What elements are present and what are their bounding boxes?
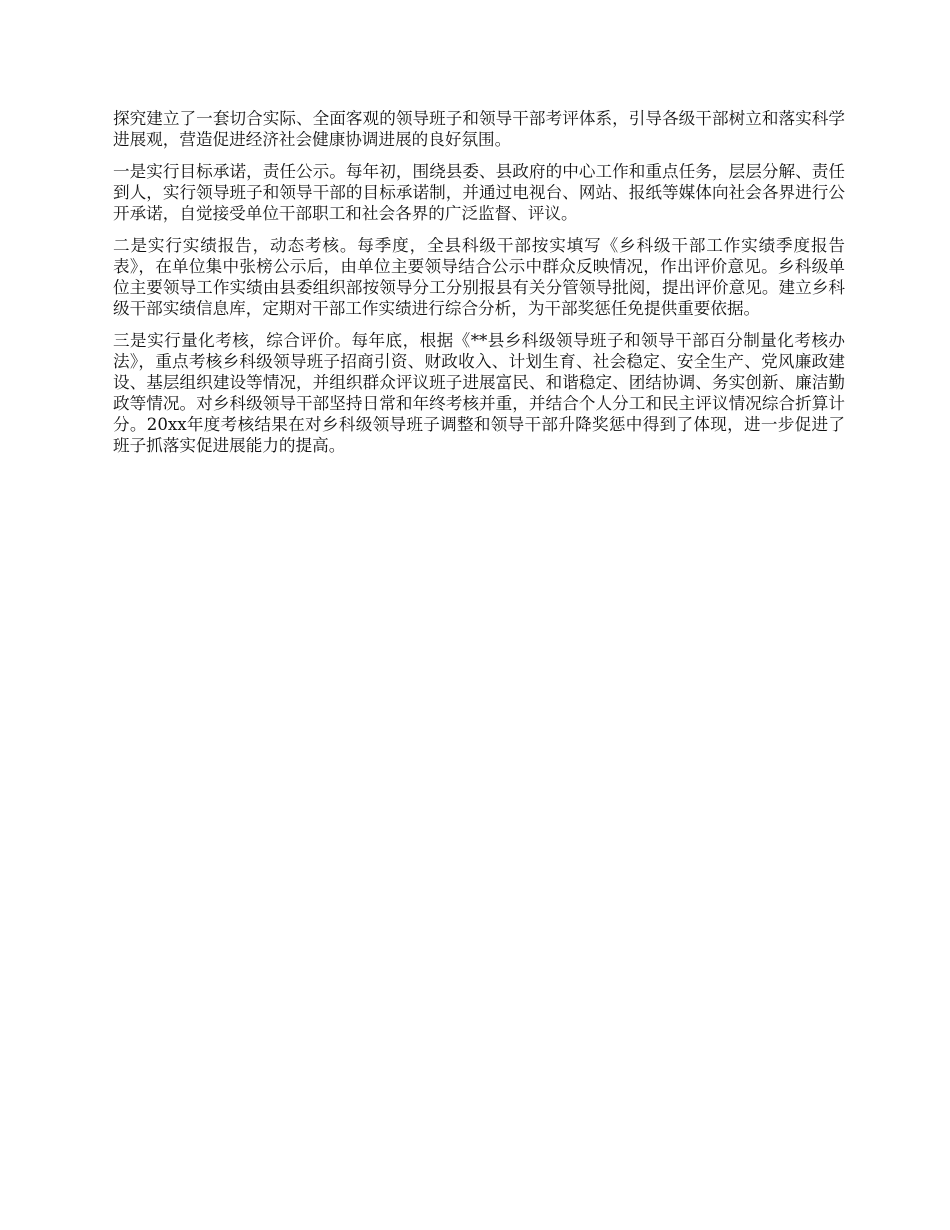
paragraph-intro: 探究建立了一套切合实际、全面客观的领导班子和领导干部考评体系，引导各级干部树立和落实科学进展观，营造促进经济社会健康协调进展的良好氛围。 <box>113 109 845 149</box>
paragraph-performance-report: 二是实行实绩报告，动态考核。每季度，全县科级干部按实填写《乡科级干部工作实绩季度报告表》，在单位集中张榜公示后，由单位主要领导结合公示中群众反映情况，作出评价意见。乡科级单位主要领导工作实绩由县委组织部按领导分工分别报县有关分管领导批阅，提出评价意见。建立乡科级干部实绩信息库，定期对干部工作实绩进行综合分析，为干部奖惩任免提供重要依据。 <box>113 236 845 318</box>
document-page <box>113 108 845 467</box>
paragraph-quantified-assessment: 三是实行量化考核，综合评价。每年底，根据《**县乡科级领导班子和领导干部百分制量化考核办法》，重点考核乡科级领导班子招商引资、财政收入、计划生育、社会稳定、安全生产、党风廉政建设、基层组织建设等情况，并组织群众评议班子进展富民、和谐稳定、团结协调、务实创新、廉洁勤政等情况。对乡科级领导干部坚持日常和年终考核并重，并结合个人分工和民主评议情况综合折算计分。20xx年度考核结果在对乡科级领导班子调整和领导干部升降奖惩中得到了体现，进一步促进了班子抓落实促进展能力的提高。 <box>113 331 845 455</box>
paragraph-target-commitment: 一是实行目标承诺，责任公示。每年初，围绕县委、县政府的中心工作和重点任务，层层分解、责任到人，实行领导班子和领导干部的目标承诺制，并通过电视台、网站、报纸等媒体向社会各界进行公开承诺，自觉接受单位干部职工和社会各界的广泛监督、评议。 <box>113 162 845 223</box>
